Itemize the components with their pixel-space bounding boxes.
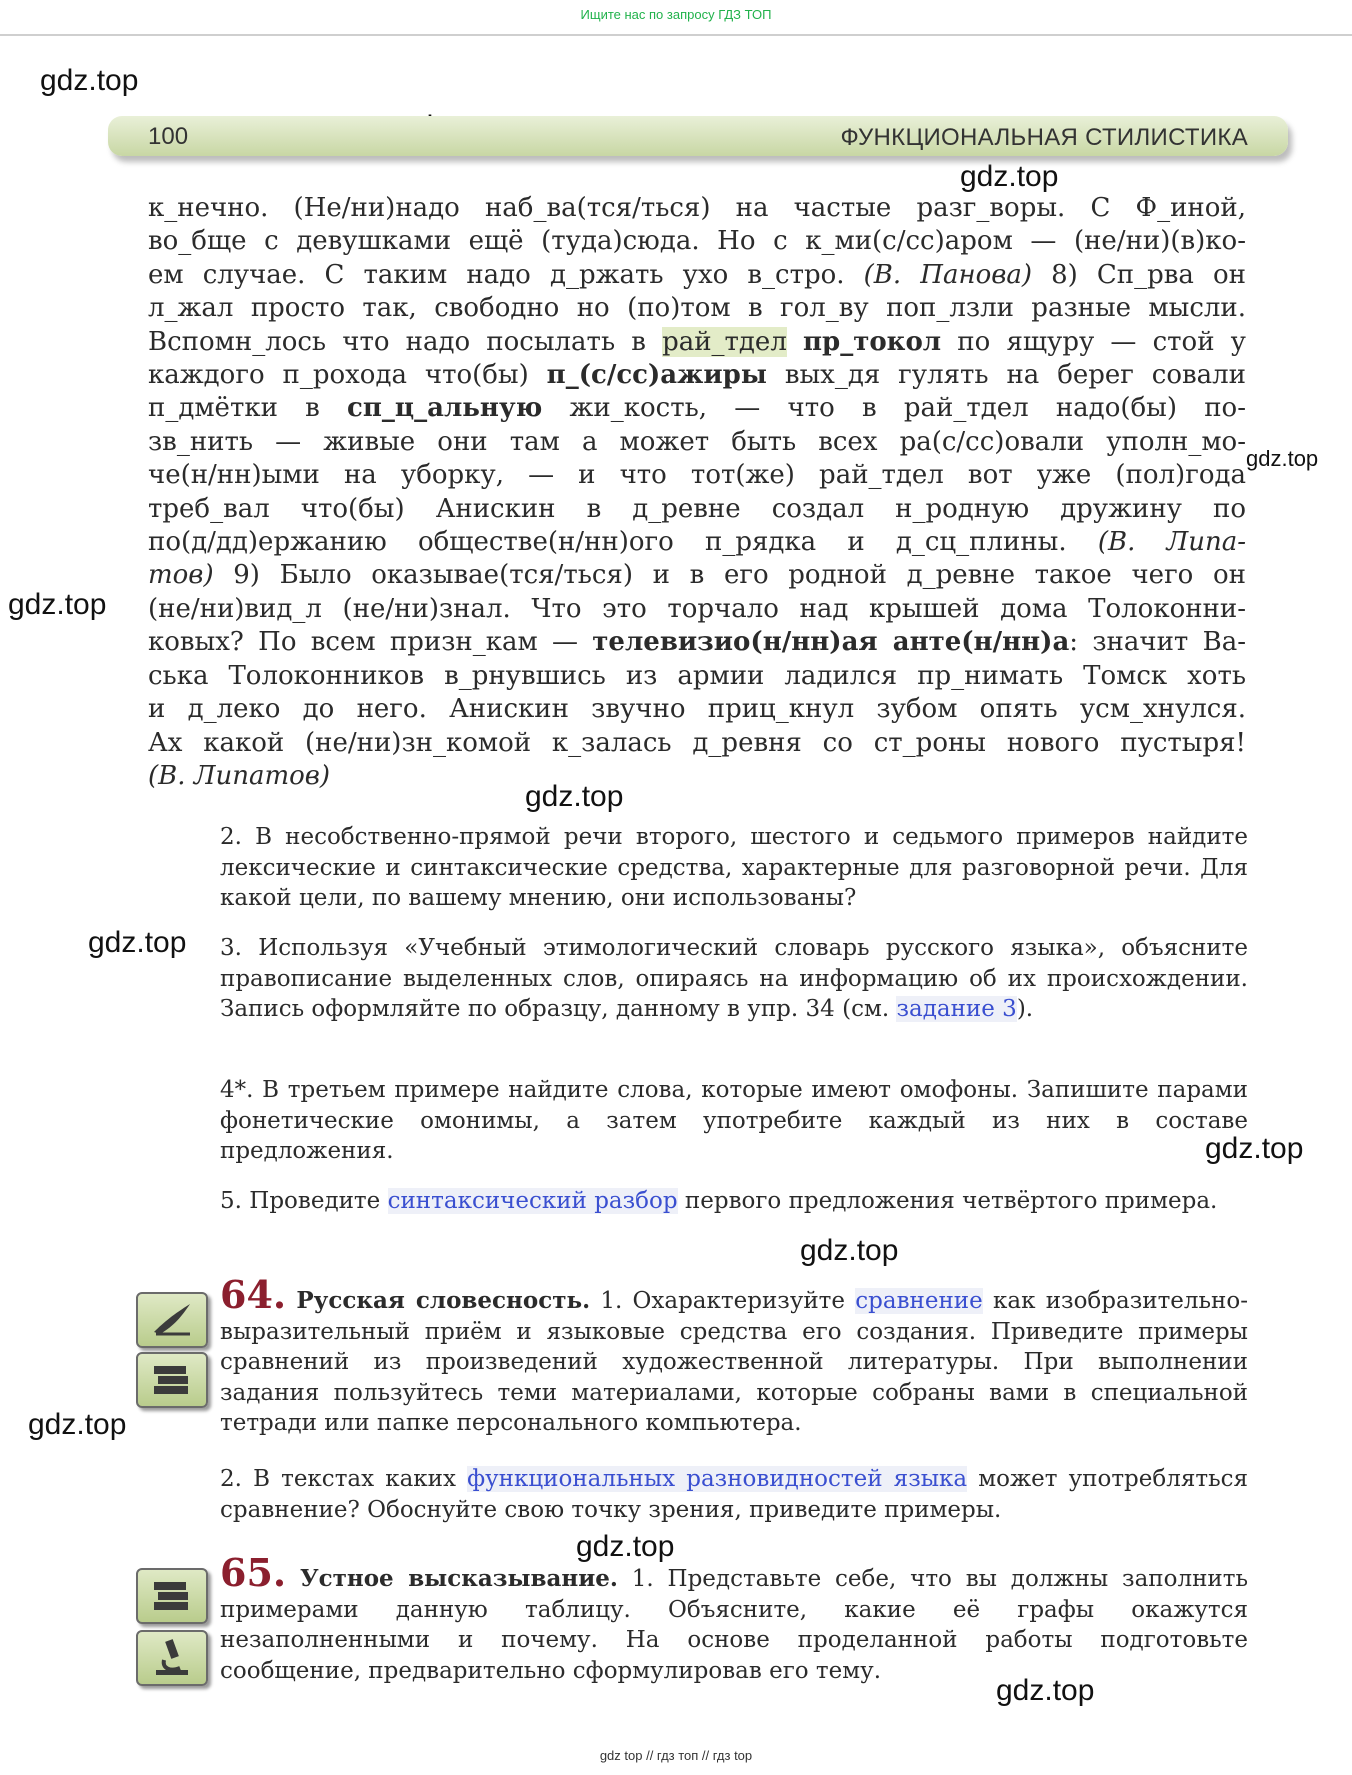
- footer: gdz top // гдз топ // гдз top: [599, 1748, 753, 1763]
- text-line: зв_нить — живые они там а может быть всех ра(с/сс)овали уполн_мо-: [148, 426, 1246, 457]
- bold-word: сп_ц_альную: [347, 393, 543, 424]
- watermark: gdz.top: [525, 780, 624, 813]
- text-span: п_дмётки в: [148, 393, 348, 424]
- books-icon: [136, 1352, 208, 1408]
- author-citation: (В. Липа-: [1097, 527, 1246, 558]
- watermark: gdz.top: [88, 926, 187, 959]
- task-text: первого предложения четвёртого примера.: [677, 1188, 1218, 1214]
- microscope-icon: [136, 1630, 208, 1686]
- text-span: каждого п_рохода что(бы): [148, 360, 547, 391]
- task-link[interactable]: синтаксический разбор: [387, 1188, 678, 1214]
- text-line: л_жал просто так, свободно но (по)том в гол_ву поп_лзли разные мысли.: [148, 293, 1246, 324]
- task-text: 2. В текстах каких: [220, 1466, 468, 1492]
- text-line: че(н/нн)ыми на уборку, — и что тот(же) рай_тдел вот уже (пол)года: [148, 460, 1246, 491]
- bold-word: п_(с/сс)ажиры: [546, 360, 767, 391]
- bold-word: пр_токол: [803, 326, 942, 357]
- watermark: gdz.top: [1246, 446, 1319, 471]
- task-5: [220, 1186, 1248, 1217]
- section-title: ФУНКЦИОНАЛЬНАЯ СТИЛИСТИКА: [840, 124, 1248, 151]
- text-line: [148, 326, 1246, 359]
- watermark: gdz.top: [40, 64, 139, 97]
- exercise-title: Русская словесность.: [296, 1287, 591, 1314]
- text-line: [148, 526, 1246, 559]
- text-line: [148, 359, 1246, 392]
- text-line: и д_леко до него. Анискин звучно приц_кнул зубом опять усм_хнулся.: [148, 694, 1246, 725]
- exercise-65: [220, 1550, 1248, 1686]
- text-span: жи_кость, — что в рай_тдел надо(бы) по-: [542, 393, 1246, 424]
- highlighted-word: рай_тдел: [662, 326, 787, 357]
- text-line: во_бще с девушками ещё (туда)сюда. Но с к_ми(с/сс)аром — (не/ни)(в)ко-: [148, 226, 1246, 257]
- task-link[interactable]: сравнение: [855, 1288, 983, 1314]
- text-line: [148, 392, 1246, 425]
- text-line: [148, 626, 1246, 659]
- watermark: gdz.top: [960, 160, 1059, 193]
- task-text: 1. Представьте себе, что вы должны заполнить примерами данную таблицу. Объясните, какие её графы окажутся незаполненными и почему. На основе проделанной работы подготовьте сообщение, предварительно сформулировав его тему.: [220, 1566, 1248, 1684]
- text-span: ем случае. С таким надо д_ржать ухо в_стро.: [148, 259, 864, 290]
- exercise-text: [148, 192, 1246, 793]
- watermark: gdz.top: [800, 1234, 899, 1267]
- text-span: Вспомн_лось что надо посылать в: [148, 326, 663, 357]
- task-text: может употребляться сравнение? Обоснуйте свою точку зрения, приведите примеры.: [220, 1466, 1248, 1523]
- author-citation: тов): [148, 560, 214, 591]
- task-text: 3. Используя «Учебный этимологический словарь русского языка», объясните правописание выделенных слов, опираясь на информацию об их происхождении. Запись оформляйте по образцу, данному в упр. 34 (см.: [220, 935, 1248, 1022]
- text-span: ковых? По всем призн_кам —: [148, 627, 593, 658]
- watermark: gdz.top: [576, 1530, 675, 1563]
- exercise-64: [220, 1272, 1248, 1439]
- task-text: 2. В несобственно-прямой речи второго, шестого и седьмого примеров найдите лексические и синтаксические средства, характерные для разговорной речи. Для какой цели, по вашему мнению, они использованы?: [220, 824, 1248, 911]
- text-line: [148, 559, 1246, 592]
- text-line: [148, 259, 1246, 292]
- author-citation: (В. Панова): [863, 259, 1032, 290]
- text-line: к_нечно. (Не/ни)надо наб_ва(тся/ться) на частые разг_воры. С Ф_иной,: [148, 193, 1246, 223]
- task-link[interactable]: функциональных разновидностей языка: [467, 1466, 968, 1492]
- text-line: треб_вал что(бы) Анискин в д_ревне создал н_родную дружину по: [148, 493, 1246, 524]
- exercise-title: Устное высказывание.: [299, 1565, 618, 1592]
- task-text: 1. Охарактеризуйте: [590, 1288, 856, 1314]
- task-text: 5. Проведите: [220, 1188, 388, 1214]
- text-span: по ящуру — стой у: [941, 326, 1246, 357]
- text-span: по(д/дд)ержанию обществе(н/нн)ого п_рядка и д_сц_плины.: [148, 527, 1098, 558]
- page-header: [108, 116, 1288, 156]
- watermark: gdz.top: [8, 588, 107, 621]
- task-text: как изобразительно-выразительный приём и языковые средства его создания. Приведите примеры сравнений из произведений художественной литературы. При выполнении задания пользуйтесь теми материалами, которые собраны вами в специальной тетради или папке персонального компьютера.: [220, 1288, 1248, 1436]
- literature-icon: [136, 1292, 208, 1348]
- watermark: gdz.top: [28, 1408, 127, 1441]
- text-line: Ах какой (не/ни)зн_комой к_залась д_ревня со ст_роны нового пустыря!: [148, 727, 1246, 758]
- author-citation: (В. Липатов): [148, 760, 331, 791]
- exercise-number: 65.: [220, 1550, 287, 1595]
- exercise-number: 64.: [220, 1272, 287, 1317]
- task-text: 4*. В третьем примере найдите слова, которые имеют омофоны. Запишите парами фонетические омонимы, а затем употребите каждый из них в составе предложения.: [220, 1077, 1248, 1164]
- text-span: : значит Ва-: [1069, 627, 1246, 658]
- task-2: [220, 822, 1248, 914]
- text-span: 9) Было оказывае(тся/ться) и в его родной д_ревне такое чего он: [213, 560, 1246, 591]
- task-4: [220, 1075, 1248, 1167]
- task-text: ).: [1016, 996, 1034, 1022]
- exercise-64-task-2: [220, 1464, 1248, 1525]
- task-3: [220, 933, 1248, 1025]
- page-number: 100: [148, 123, 189, 150]
- watermark: gdz.top: [996, 1674, 1095, 1707]
- top-banner: Ищите нас по запросу ГДЗ ТОП: [0, 0, 1352, 36]
- text-line: ська Толоконников в_рнувшись из армии ладился пр_нимать Томск хоть: [148, 660, 1246, 691]
- text-span: вых_дя гулять на берег совали: [766, 360, 1247, 391]
- bold-word: телевизио(н/нн)ая анте(н/нн)а: [592, 627, 1070, 658]
- task-link[interactable]: задание 3: [896, 996, 1017, 1022]
- text-span: 8) Сп_рва он: [1032, 259, 1246, 290]
- text-line: (не/ни)вид_л (не/ни)знал. Что это торчало над крышей дома Толоконни-: [148, 593, 1246, 624]
- books-icon: [136, 1568, 208, 1624]
- watermark: gdz.top: [1205, 1132, 1304, 1165]
